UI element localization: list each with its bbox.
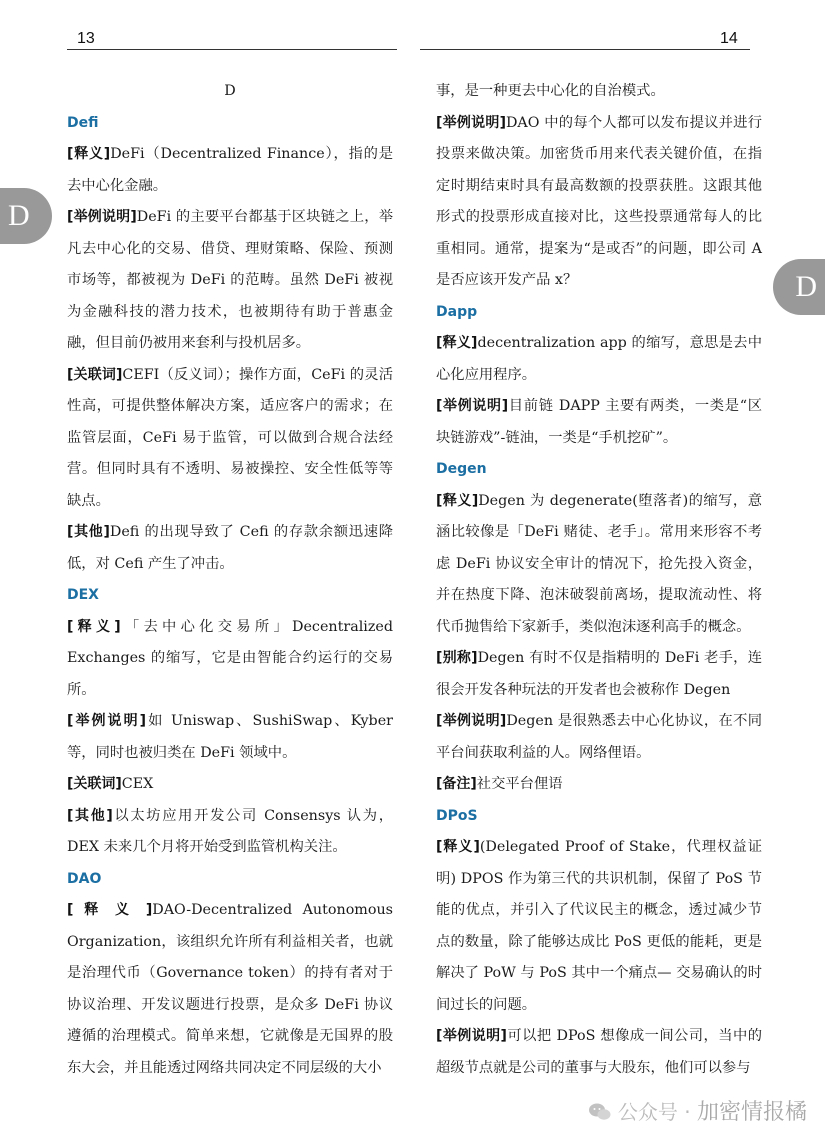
dex-example bbox=[67, 706, 393, 769]
alias-label: [别称] bbox=[436, 650, 478, 666]
right-header-rule bbox=[420, 49, 750, 50]
example-label: [举例说明] bbox=[67, 713, 147, 729]
right-column bbox=[436, 76, 762, 1084]
definition-label: [释义] bbox=[436, 335, 478, 351]
definition-label: [释义] bbox=[436, 839, 480, 855]
related-label: [关联词] bbox=[67, 366, 123, 383]
definition-label: [ 释 义 ] bbox=[67, 902, 153, 918]
example-text: 目前链 DAPP 主要有两类，一类是“区块链游戏”-链油，一类是“手机挖矿”。 bbox=[436, 398, 762, 446]
definition-label: [释义] bbox=[67, 146, 111, 162]
example-label: [举例说明] bbox=[67, 209, 137, 225]
defi-other bbox=[67, 517, 393, 580]
dao-definition bbox=[67, 895, 393, 1084]
defi-definition bbox=[67, 139, 393, 202]
example-label: [举例说明] bbox=[436, 1028, 507, 1044]
watermark bbox=[588, 1095, 807, 1126]
dapp-definition bbox=[436, 328, 762, 391]
definition-text: DeFi（Decentralized Finance），指的是去中心化金融。 bbox=[67, 146, 394, 194]
degen-example bbox=[436, 706, 762, 769]
term-dao: DAO bbox=[67, 870, 102, 887]
term-dapp: Dapp bbox=[436, 303, 478, 320]
example-text: DeFi 的主要平台都基于区块链之上，举凡去中心化的交易、借贷、理财策略、保险、预测市场等，都被视为 DeFi 的范畴。虽然 DeFi 被视为金融科技的潜力技术，也被期待有助于普惠金融，但目前仍被用来套利与投机居多。 bbox=[67, 209, 393, 351]
dapp-example bbox=[436, 391, 762, 454]
example-text: Degen 是很熟悉去中心化协议，在不同平台间获取利益的人。网络俚语。 bbox=[436, 713, 762, 761]
right-page-number: 14 bbox=[720, 30, 738, 47]
degen-alias bbox=[436, 643, 762, 706]
left-header-rule bbox=[67, 49, 397, 50]
definition-label: [释义] bbox=[436, 492, 479, 509]
left-column bbox=[67, 76, 393, 1084]
example-label: [举例说明] bbox=[436, 398, 509, 414]
right-letter-tab: D bbox=[773, 259, 825, 315]
note-text: 社交平台俚语 bbox=[476, 776, 563, 792]
other-text: 以太坊应用开发公司 Consensys 认为，DEX 未来几个月将开始受到监管机构关注。 bbox=[67, 807, 393, 855]
watermark-prefix: 公众号 · bbox=[617, 1100, 691, 1124]
definition-text: (Delegated Proof of Stake，代理权益证明) DPOS 作为第三代的共识机制，保留了 PoS 节能的优点，并引入了代议民主的概念，透过减少节点的数量，除了能够达成比 PoS 更低的能耗，更是解决了 PoW 与 PoS 其中一个痛点— 交易确认的时间过长的问题。 bbox=[436, 839, 763, 1013]
example-text: 如 Uniswap、SushiSwap、Kyber 等，同时也被归类在 DeFi 领域中。 bbox=[67, 713, 393, 761]
dex-definition bbox=[67, 612, 393, 707]
defi-related bbox=[67, 360, 393, 518]
dpos-definition bbox=[436, 832, 762, 1021]
note-label: [备注] bbox=[436, 776, 477, 792]
term-dex: DEX bbox=[67, 587, 99, 603]
watermark-name: 加密情报橘 bbox=[696, 1100, 807, 1125]
example-label: [举例说明] bbox=[436, 713, 507, 729]
other-text: Defi 的出现导致了 Cefi 的存款余额迅速降低，对 Cefi 产生了冲击。 bbox=[67, 524, 394, 572]
dao-example bbox=[436, 108, 762, 297]
degen-definition bbox=[436, 486, 762, 644]
example-text: 可以把 DPoS 想像成一间公司，当中的超级节点就是公司的董事与大股东，他们可以参与 bbox=[436, 1028, 762, 1076]
left-page-number: 13 bbox=[77, 30, 95, 47]
definition-label: [释义] bbox=[67, 618, 121, 635]
related-text: CEX bbox=[121, 776, 154, 792]
other-label: [其他] bbox=[67, 807, 113, 824]
definition-text: DAO-Decentralized Autonomous Organization，该组织允许所有利益相关者，也就是治理代币（Governance token）的持有者对于协议治理、开发议题进行投票，是众多 DeFi 协议遵循的治理模式。简单来想，它就像是无国界的股东大会，并且能透过网络共同决定不同层级的大小 bbox=[67, 902, 394, 1076]
left-letter-tab: D bbox=[0, 188, 52, 244]
section-letter: D bbox=[224, 83, 236, 99]
example-label: [举例说明] bbox=[436, 114, 506, 131]
degen-note bbox=[436, 769, 762, 801]
term-degen: Degen bbox=[436, 461, 487, 477]
wechat-icon bbox=[588, 1102, 612, 1122]
related-label: [关联词] bbox=[67, 776, 122, 792]
definition-text: Degen 为 degenerate(堕落者)的缩写，意涵比较像是「DeFi 赌徒、老手」。常用来形容不考虑 DeFi 协议安全审计的情况下，抢先投入资金，并在热度下降、泡沫破裂前离场，提取流动性、将代币抛售给下家新手，类似泡沫逐利高手的概念。 bbox=[436, 492, 762, 635]
other-label: [其他] bbox=[67, 524, 110, 540]
alias-text: Degen 有时不仅是指精明的 DeFi 老手，连很会开发各种玩法的开发者也会被称作 Degen bbox=[436, 650, 763, 698]
dpos-example bbox=[436, 1021, 762, 1084]
related-text: CEFI（反义词）；操作方面，CeFi 的灵活性高，可提供整体解决方案，适应客户的需求；在监管层面，CeFi 易于监管，可以做到合规合法经营。但同时具有不透明、易被操控、安全性低等等缺点。 bbox=[67, 366, 393, 509]
dex-other bbox=[67, 801, 393, 864]
dao-definition-continued: 事，是一种更去中心化的自治模式。 bbox=[436, 83, 665, 99]
definition-text: decentralization app 的缩写，意思是去中心化应用程序。 bbox=[436, 335, 762, 383]
example-text: DAO 中的每个人都可以发布提议并进行投票来做决策。加密货币用来代表关键价值，在指定时期结束时具有最高数额的投票获胜。这跟其他形式的投票形成直接对比，这些投票通常每人的比重相同。通常，提案为“是或否”的问题，即公司 A 是否应该开发产品 x？ bbox=[436, 114, 762, 288]
defi-example bbox=[67, 202, 393, 360]
term-defi: Defi bbox=[67, 114, 99, 131]
term-dpos: DPoS bbox=[436, 807, 478, 824]
definition-text: 「去中心化交易所」Decentralized Exchanges 的缩写，它是由智能合约运行的交易所。 bbox=[67, 618, 394, 698]
dex-related bbox=[67, 769, 393, 801]
